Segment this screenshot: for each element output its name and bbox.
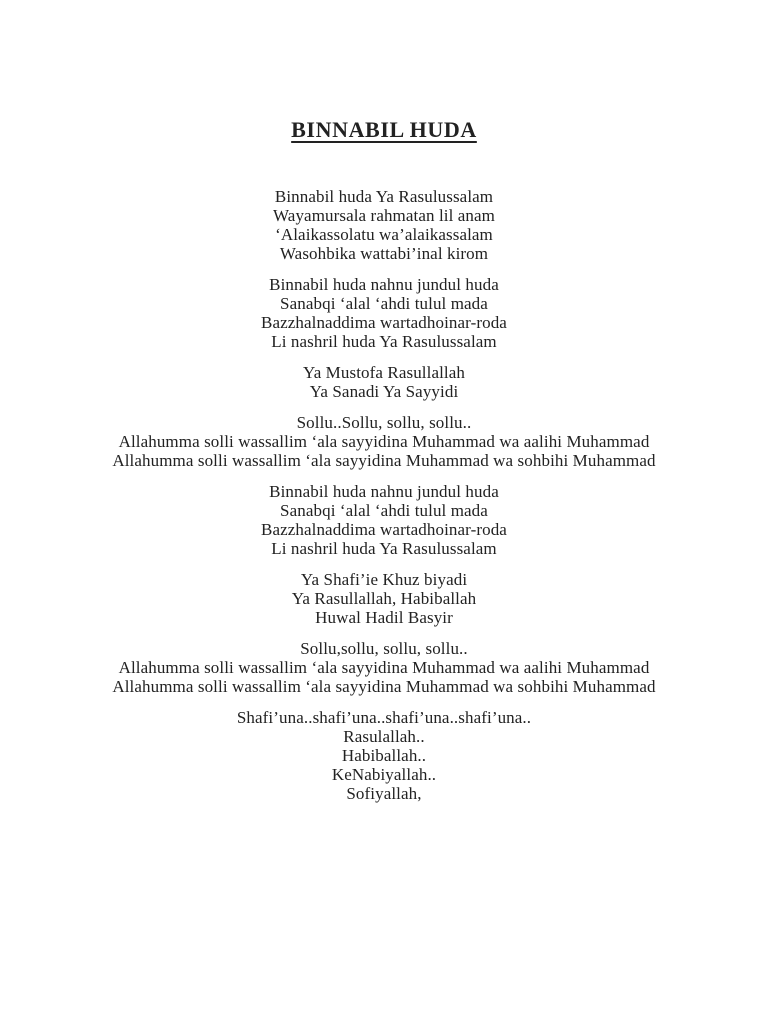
lyric-line: Binnabil huda nahnu jundul huda (269, 275, 499, 294)
lyric-line: Ya Rasullallah, Habiballah (291, 589, 477, 608)
stanza (0, 570, 768, 627)
stanza (0, 187, 768, 263)
lyric-line: Ya Shafi’ie Khuz biyadi (300, 570, 468, 589)
lyric-line: Ya Mustofa Rasullallah (303, 363, 465, 382)
lyric-line: Sollu..Sollu, sollu, sollu.. (296, 413, 472, 432)
stanza (0, 275, 768, 351)
stanza (0, 482, 768, 558)
lyric-line: Allahumma solli wassallim ‘ala sayyidina Muhammad wa sohbihi Muhammad (112, 451, 656, 470)
lyric-line: Binnabil huda Ya Rasulussalam (274, 187, 494, 206)
lyric-line: Allahumma solli wassallim ‘ala sayyidina Muhammad wa aalihi Muhammad (118, 432, 650, 451)
stanza (0, 708, 768, 803)
lyric-line: Allahumma solli wassallim ‘ala sayyidina Muhammad wa sohbihi Muhammad (112, 677, 656, 696)
stanza (0, 639, 768, 696)
lyric-line: Rasulallah.. (343, 727, 425, 746)
lyric-line: Bazzhalnaddima wartadhoinar-roda (261, 520, 507, 539)
stanza (0, 413, 768, 470)
lyric-line: Binnabil huda nahnu jundul huda (269, 482, 499, 501)
lyric-line: Sanabqi ‘alal ‘ahdi tulul mada (280, 501, 488, 520)
document-title: BINNABIL HUDA (291, 117, 477, 142)
lyric-line: Li nashril huda Ya Rasulussalam (271, 332, 497, 351)
lyric-line: Sanabqi ‘alal ‘ahdi tulul mada (280, 294, 488, 313)
lyric-line: Bazzhalnaddima wartadhoinar-roda (261, 313, 507, 332)
lyric-line: Habiballah.. (341, 746, 427, 765)
lyric-line: Allahumma solli wassallim ‘ala sayyidina Muhammad wa aalihi Muhammad (118, 658, 650, 677)
lyric-line: ‘Alaikassolatu wa’alaikassalam (275, 225, 493, 244)
lyric-line: Sofiyallah, (346, 784, 422, 803)
lyric-line: Wayamursala rahmatan lil anam (273, 206, 495, 225)
lyric-line: Li nashril huda Ya Rasulussalam (271, 539, 497, 558)
lyric-line: Ya Sanadi Ya Sayyidi (309, 382, 459, 401)
lyric-line: Sollu,sollu, sollu, sollu.. (300, 639, 468, 658)
lyric-line: KeNabiyallah.. (331, 765, 437, 784)
stanza (0, 363, 768, 401)
lyric-line: Shafi’una..shafi’una..shafi’una..shafi’una.. (236, 708, 532, 727)
lyrics (0, 187, 768, 803)
lyric-line: Wasohbika wattabi’inal kirom (279, 244, 489, 263)
lyric-line: Huwal Hadil Basyir (315, 608, 453, 627)
